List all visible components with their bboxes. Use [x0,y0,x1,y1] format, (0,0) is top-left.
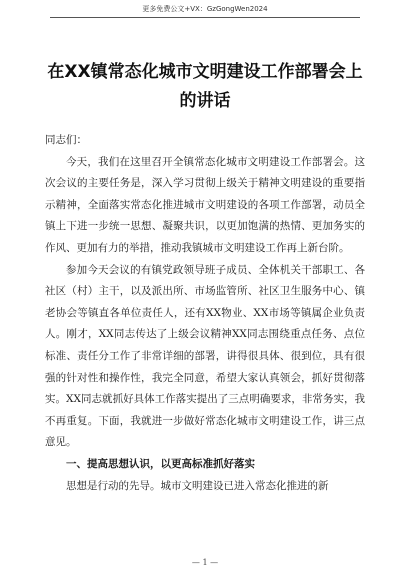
document-title: 在XX镇常态化城市文明建设工作部署会上的讲话 [47,62,363,111]
page-number: — 1 — [191,558,219,567]
header-divider [50,17,360,18]
salutation: 同志们： [45,134,87,146]
section-heading: 一、提高思想认识，以更高标准抓好落实 [66,457,255,470]
header-note: 更多免费公文+VX：GzGongWen2024 [142,5,268,13]
paragraph-attendees: 参加今天会议的有镇党政领导班子成员、全体机关干部职工、各社区（村）主干，以及派出所、市场监管所、社区卫生服务中心、镇老协会等镇直各单位责任人，还有XX物业、XX市场等镇属企业负责人。刚才，XX同志传达了上级会议精神XX同志围绕重点任务、点位标准、责任分工作了非常详细的部署，讲得很具体、很到位，具有很强的针对性和操作性，我完全同意，希望大家认真领会，抓好贯彻落实。XX同志就抓好具体工作落实提出了三点明确要求，非常务实，我不再重复。下面，我就进一步做好常态化城市文明建设工作，讲三点意见。 [45,263,365,449]
paragraph-opening: 今天，我们在这里召开全镇常态化城市文明建设工作部署会。这次会议的主要任务是，深入学习贯彻上级关于精神文明建设的重要指示精神，全面落实常态化推进城市文明建设的各项工作部署，动员全镇上下进一步统一思想、凝聚共识，以更加饱满的热情、更加务实的作风、更加有力的举措，推动我镇城市文明建设工作再上新台阶。 [45,155,365,254]
paragraph-section-one: 思想是行动的先导。城市文明建设已进入常态化推进的新 [66,479,329,492]
document-body [45,130,365,497]
